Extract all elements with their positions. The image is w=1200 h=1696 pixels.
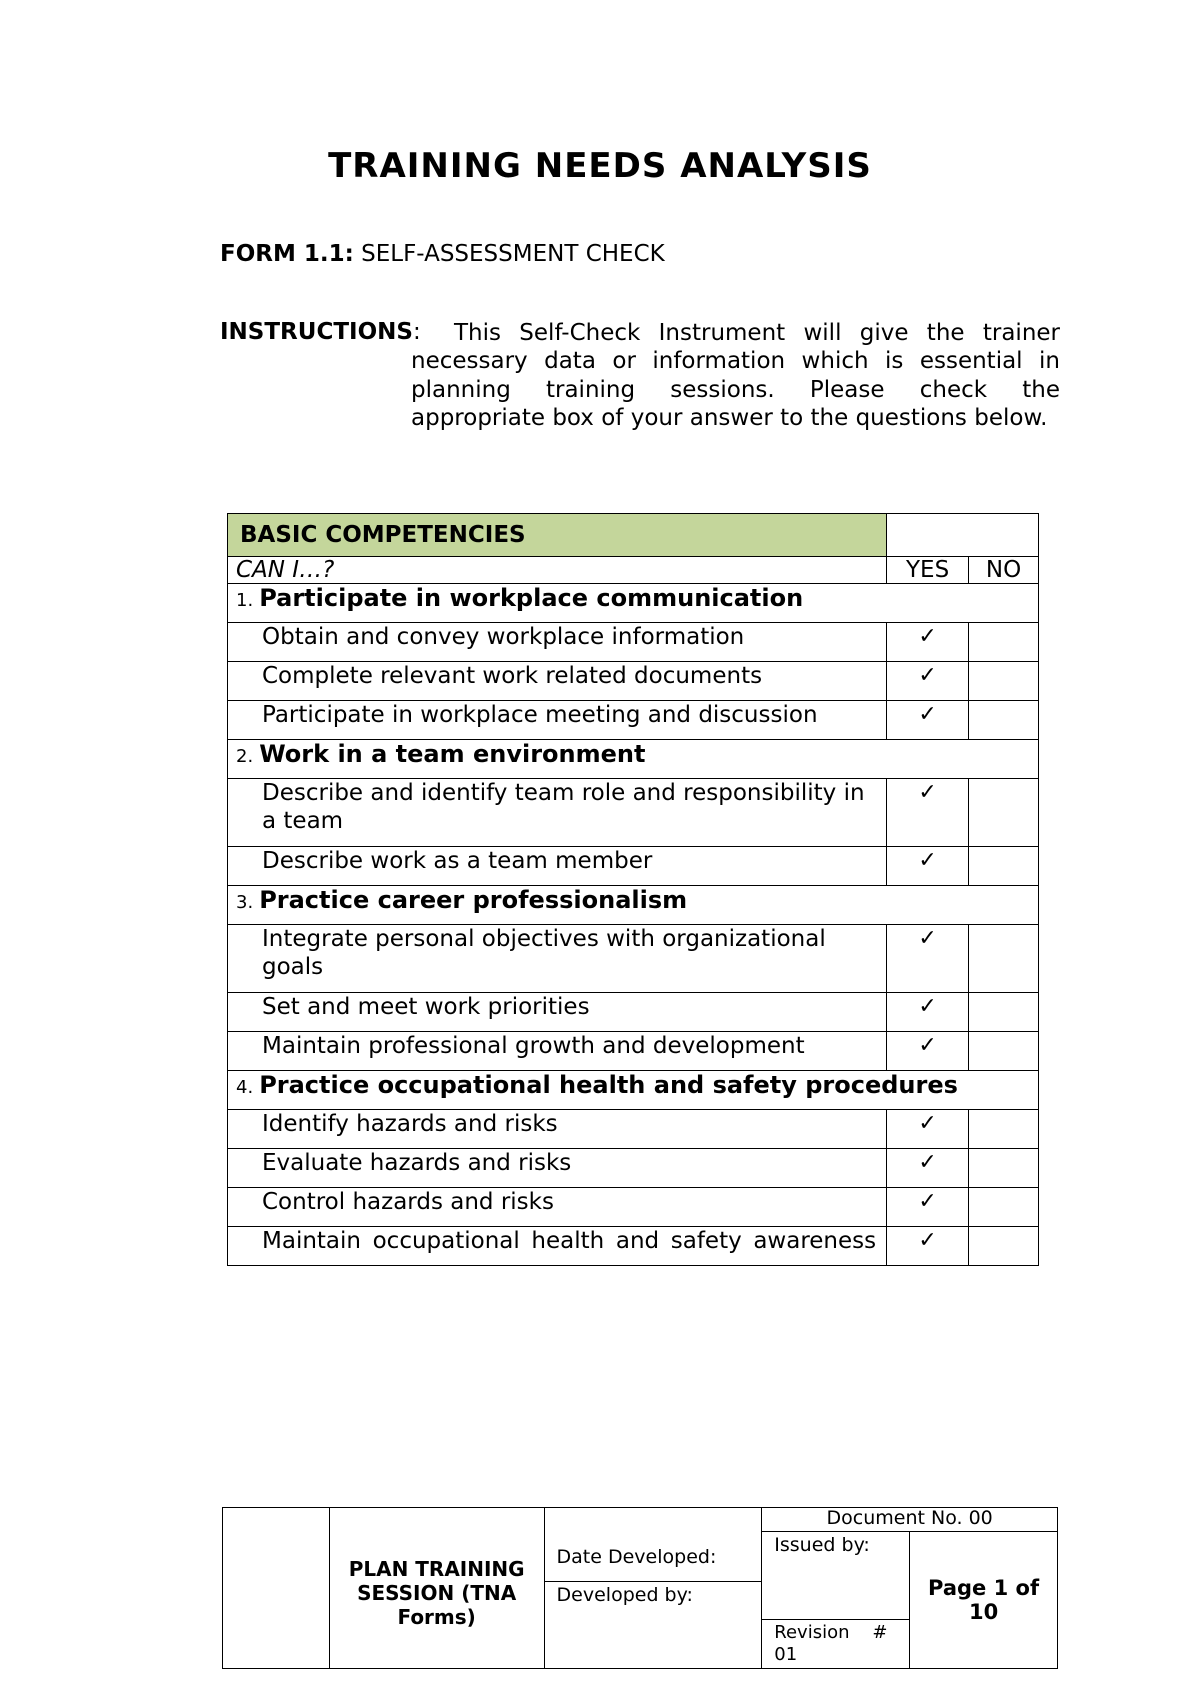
form-name: SELF-ASSESSMENT CHECK	[353, 241, 665, 267]
check-mark-icon: ✓	[918, 624, 937, 649]
section-title: Practice occupational health and safety procedures	[259, 1071, 958, 1099]
check-mark-icon: ✓	[918, 848, 937, 873]
can-i-row	[228, 557, 1039, 584]
section-row	[228, 1071, 1039, 1110]
no-checkbox-cell[interactable]	[969, 1188, 1039, 1227]
competency-item-row	[228, 1188, 1039, 1227]
section-title-cell	[228, 740, 1039, 779]
no-checkbox-cell[interactable]	[969, 623, 1039, 662]
check-mark-icon: ✓	[918, 1189, 937, 1214]
competency-item-row	[228, 1032, 1039, 1071]
section-row	[228, 584, 1039, 623]
instructions-label: INSTRUCTIONS:	[220, 319, 421, 345]
competency-item-text: Integrate personal objectives with organizational goals	[228, 925, 887, 993]
no-checkbox-cell[interactable]	[969, 779, 1039, 847]
competency-table	[227, 513, 1039, 1266]
yes-checkbox-cell[interactable]	[887, 779, 969, 847]
yes-checkbox-cell[interactable]	[887, 662, 969, 701]
yes-checkbox-cell[interactable]	[887, 1032, 969, 1071]
section-title-cell	[228, 1071, 1039, 1110]
check-mark-icon: ✓	[918, 1033, 937, 1058]
competency-item-row	[228, 993, 1039, 1032]
no-checkbox-cell[interactable]	[969, 847, 1039, 886]
footer-logo-cell	[223, 1508, 330, 1669]
competency-item-row	[228, 662, 1039, 701]
yes-checkbox-cell[interactable]	[887, 1227, 969, 1266]
form-label: FORM 1.1:	[220, 241, 354, 267]
competency-item-text: Participate in workplace meeting and discussion	[228, 701, 887, 740]
no-checkbox-cell[interactable]	[969, 925, 1039, 993]
instructions-body: necessary data or information which is essential in planning training sessions. Please check the appropriate box of your answer to the questions below.	[411, 348, 1060, 431]
section-number: 1.	[236, 590, 254, 611]
no-checkbox-cell[interactable]	[969, 1149, 1039, 1188]
footer-page-number: Page 1 of 10	[910, 1532, 1058, 1669]
yes-checkbox-cell[interactable]	[887, 1110, 969, 1149]
yes-checkbox-cell[interactable]	[887, 1149, 969, 1188]
instructions-first-line: This Self-Check Instrument will give the trainer	[454, 320, 1060, 346]
yes-checkbox-cell[interactable]	[887, 701, 969, 740]
competency-item-text: Identify hazards and risks	[228, 1110, 887, 1149]
check-mark-icon: ✓	[918, 702, 937, 727]
no-checkbox-cell[interactable]	[969, 1227, 1039, 1266]
footer-developed-by: Developed by:	[544, 1582, 762, 1669]
no-checkbox-cell[interactable]	[969, 993, 1039, 1032]
competency-item-text: Describe and identify team role and responsibility in a team	[228, 779, 887, 847]
competency-item-text: Complete relevant work related documents	[228, 662, 887, 701]
section-row	[228, 886, 1039, 925]
competency-item-row	[228, 1149, 1039, 1188]
yes-checkbox-cell[interactable]	[887, 993, 969, 1032]
check-mark-icon: ✓	[918, 1228, 937, 1253]
check-mark-icon: ✓	[918, 1111, 937, 1136]
footer-issued-by: Issued by:	[762, 1532, 910, 1620]
check-mark-icon: ✓	[918, 1150, 937, 1175]
footer-revision: Revision # 01	[762, 1620, 910, 1669]
competency-item-text: Maintain professional growth and development	[228, 1032, 887, 1071]
yes-checkbox-cell[interactable]	[887, 1188, 969, 1227]
section-number: 2.	[236, 746, 254, 767]
competency-item-text: Describe work as a team member	[228, 847, 887, 886]
check-mark-icon: ✓	[918, 926, 937, 951]
competency-item-text: Maintain occupational health and safety awareness	[228, 1227, 887, 1266]
competency-item-row	[228, 623, 1039, 662]
competency-item-text: Set and meet work priorities	[228, 993, 887, 1032]
table-header-row	[228, 514, 1039, 557]
footer-date-developed: Date Developed:	[544, 1508, 762, 1582]
document-title: TRAINING NEEDS ANALYSIS	[328, 146, 872, 186]
section-title-cell	[228, 886, 1039, 925]
form-line	[220, 241, 665, 267]
no-checkbox-cell[interactable]	[969, 662, 1039, 701]
can-i-label: CAN I…?	[228, 557, 887, 584]
footer-document-no: Document No. 00	[762, 1508, 1058, 1532]
yes-checkbox-cell[interactable]	[887, 623, 969, 662]
competency-item-row	[228, 1227, 1039, 1266]
check-mark-icon: ✓	[918, 663, 937, 688]
yes-checkbox-cell[interactable]	[887, 847, 969, 886]
section-title: Participate in workplace communication	[259, 584, 804, 612]
yes-checkbox-cell[interactable]	[887, 925, 969, 993]
competency-item-row	[228, 847, 1039, 886]
competency-item-text: Control hazards and risks	[228, 1188, 887, 1227]
competency-item-row	[228, 779, 1039, 847]
no-checkbox-cell[interactable]	[969, 701, 1039, 740]
section-title-cell	[228, 584, 1039, 623]
basic-competencies-header: BASIC COMPETENCIES	[228, 514, 887, 557]
section-row	[228, 740, 1039, 779]
no-checkbox-cell[interactable]	[969, 1032, 1039, 1071]
section-title: Practice career professionalism	[259, 886, 688, 914]
section-number: 4.	[236, 1077, 254, 1098]
competency-table-body	[228, 514, 1039, 1266]
competency-item-row	[228, 1110, 1039, 1149]
header-blank-cell	[887, 514, 1039, 557]
section-title: Work in a team environment	[259, 740, 646, 768]
competency-item-row	[228, 701, 1039, 740]
competency-item-text: Obtain and convey workplace information	[228, 623, 887, 662]
document-footer	[222, 1507, 1058, 1669]
check-mark-icon: ✓	[918, 994, 937, 1019]
footer-plan-title: PLAN TRAINING SESSION (TNA Forms)	[329, 1508, 544, 1669]
competency-item-row	[228, 925, 1039, 993]
yes-column-header: YES	[887, 557, 969, 584]
no-column-header: NO	[969, 557, 1039, 584]
check-mark-icon: ✓	[918, 780, 937, 805]
competency-item-text: Evaluate hazards and risks	[228, 1149, 887, 1188]
section-number: 3.	[236, 892, 254, 913]
no-checkbox-cell[interactable]	[969, 1110, 1039, 1149]
